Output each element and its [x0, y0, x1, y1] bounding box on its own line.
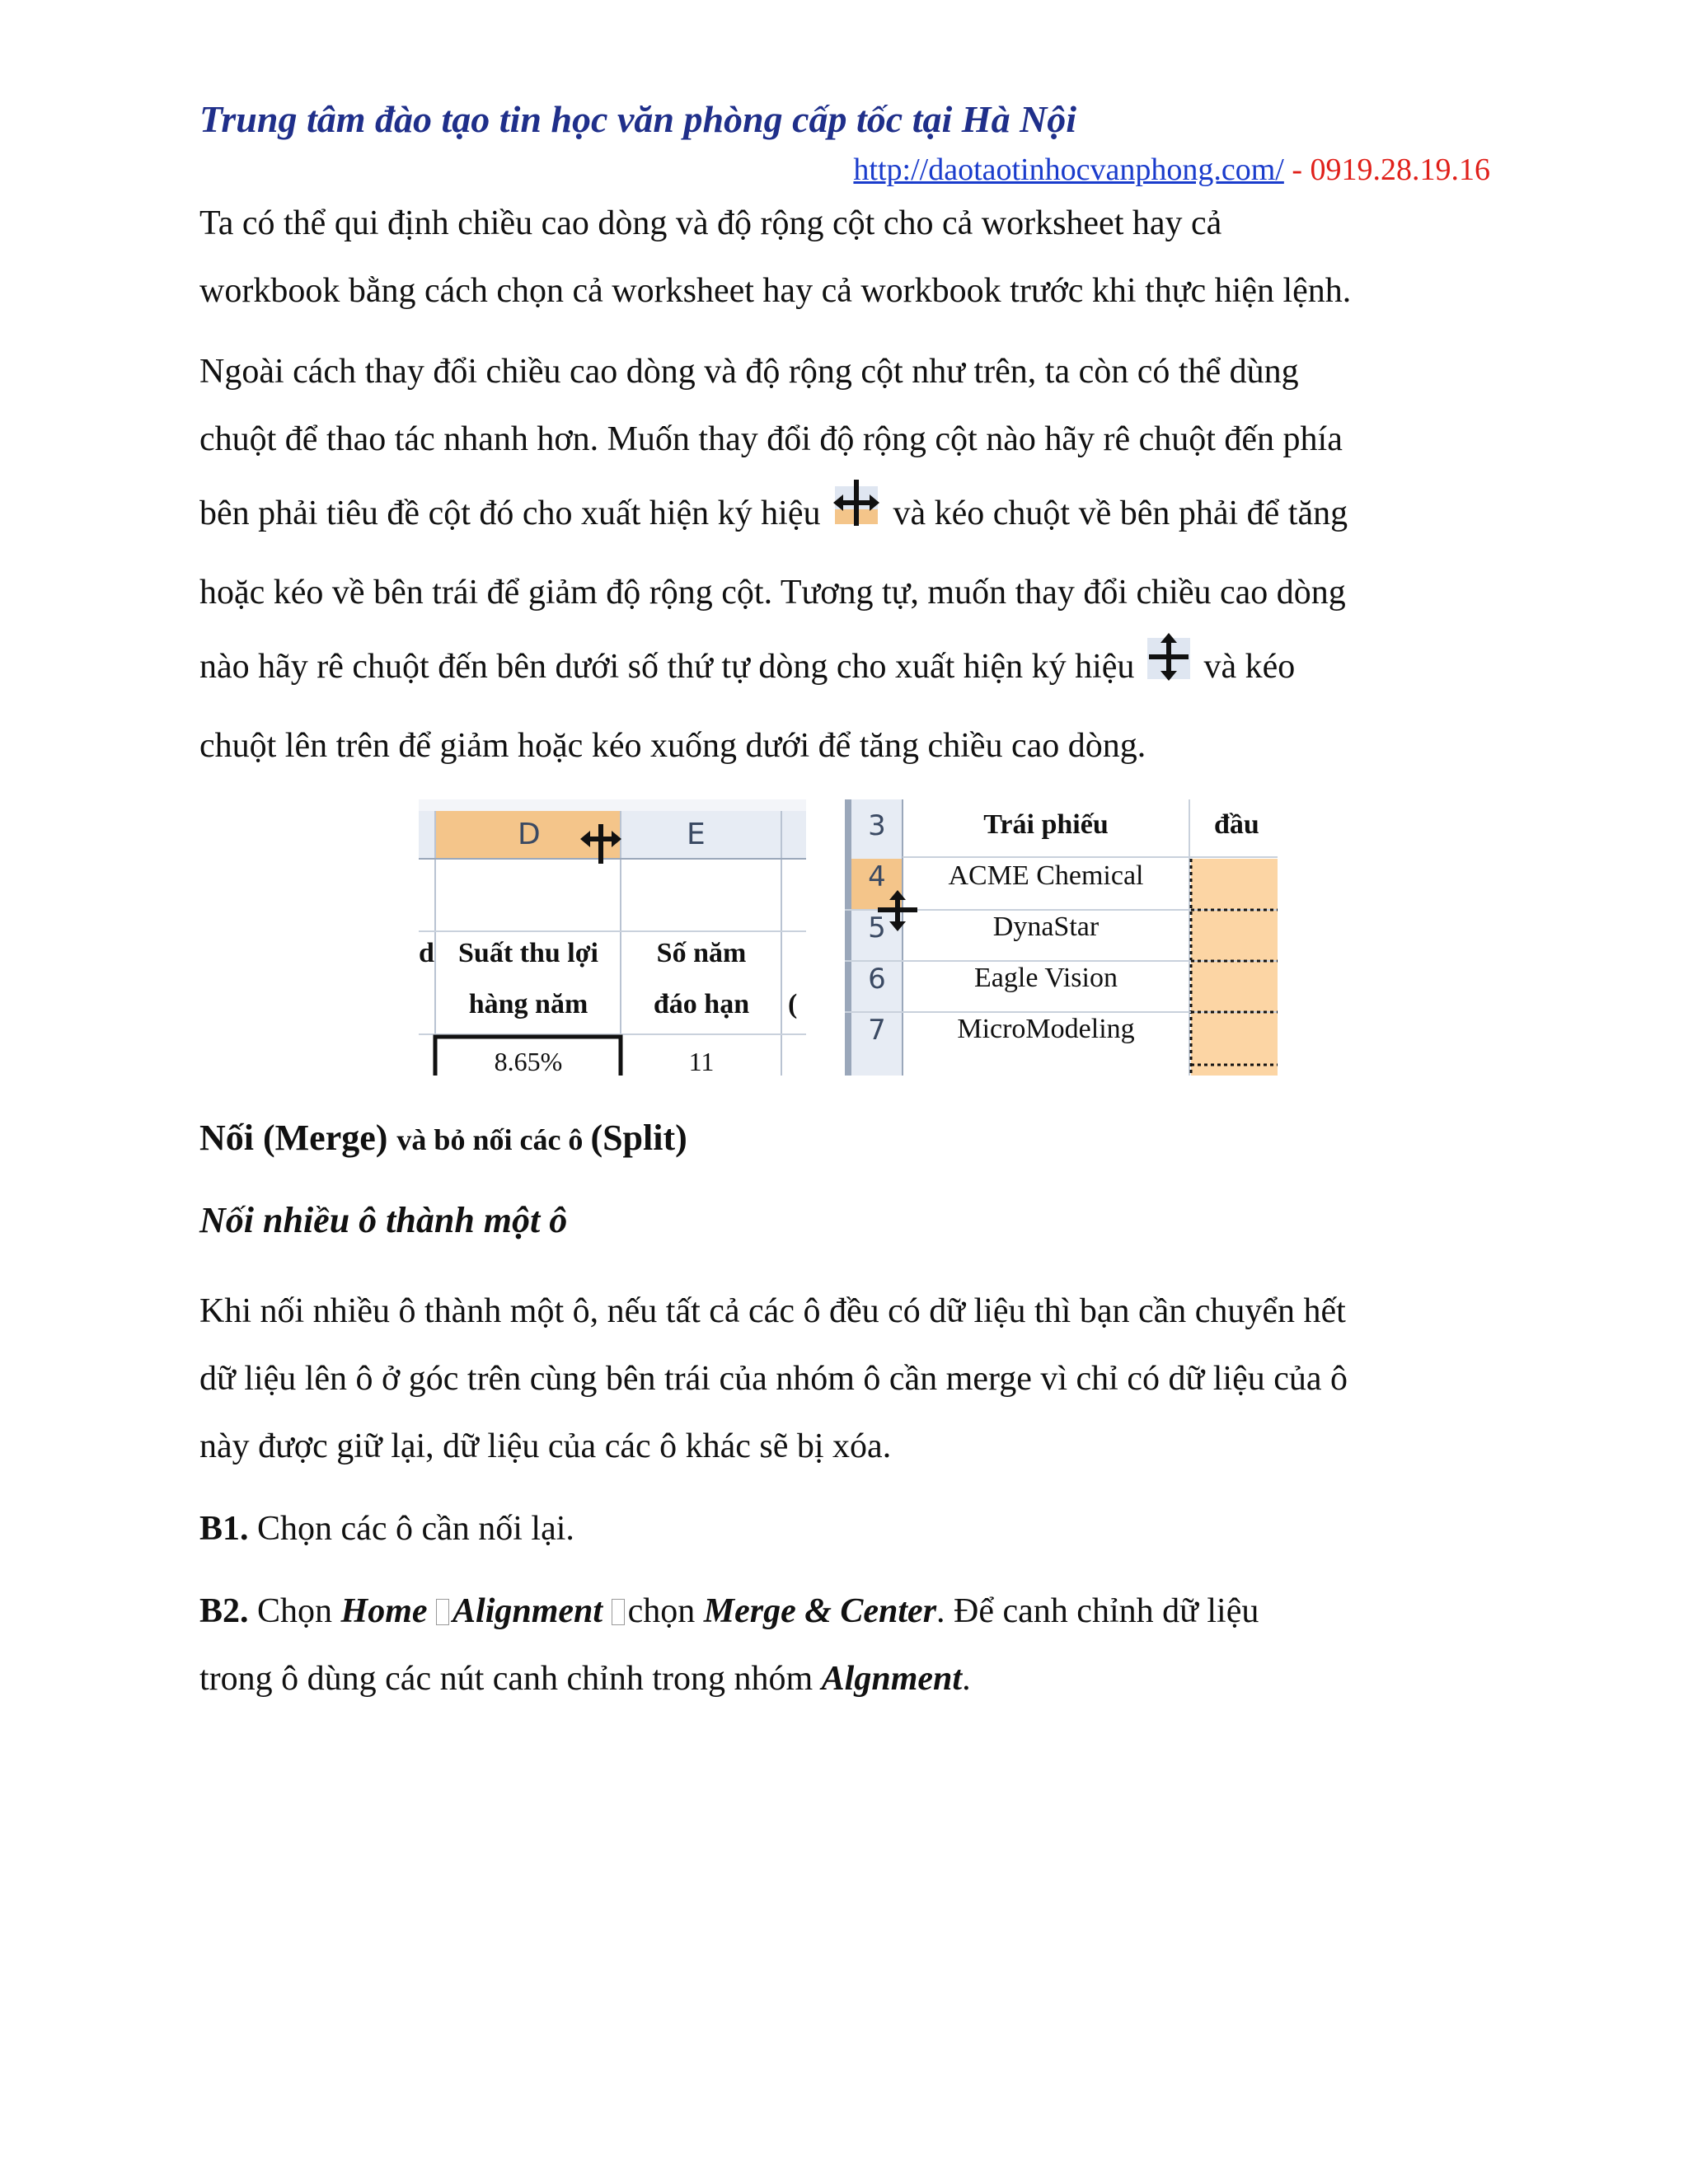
- text-line: chuột lên trên để giảm hoặc kéo xuống dưới để tăng chiều cao dòng.: [199, 727, 1146, 765]
- separator: [603, 1592, 612, 1630]
- cell-bond-name[interactable]: Eagle Vision: [974, 963, 1118, 993]
- cell-d-value[interactable]: 8.65%: [494, 1047, 563, 1076]
- cell-extra: đầu: [1214, 809, 1259, 840]
- step-text: Chọn: [248, 1592, 341, 1630]
- cell-f-fragment: (: [788, 989, 798, 1019]
- text-fragment: và kéo chuột về bên phải để tăng: [893, 494, 1348, 532]
- heading-text: (Split): [590, 1118, 687, 1158]
- cell-e-header-line1: Số năm: [656, 938, 747, 968]
- row-header[interactable]: 3: [868, 809, 886, 842]
- section-heading: [199, 1117, 687, 1159]
- step-text: .: [962, 1660, 971, 1698]
- website-link[interactable]: http://daotaotinhocvanphong.com/: [853, 152, 1284, 187]
- text-fragment: nào hãy rê chuột đến bên dưới số thứ tự dòng cho xuất hiện ký hiệu: [199, 648, 1135, 686]
- cell-d-header-line1: Suất thu lợi: [458, 938, 598, 968]
- step-b2: [199, 1577, 1502, 1713]
- menu-merge-center: Merge & Center: [703, 1592, 937, 1630]
- row-resize-cursor-icon: [1144, 631, 1193, 712]
- text-line: [199, 1577, 1502, 1645]
- arrow-icon: [612, 1599, 625, 1625]
- text-line: này được giữ lại, dữ liệu của các ô khác sẽ bị xóa.: [199, 1427, 892, 1465]
- column-header-d[interactable]: D: [518, 818, 541, 851]
- row-header[interactable]: 7: [868, 1014, 886, 1047]
- header-title: Trung tâm đào tạo tin học văn phòng cấp tốc tại Hà Nội: [199, 98, 1077, 140]
- step-label: B1.: [199, 1510, 249, 1548]
- cell-bond-name[interactable]: Trái phiếu: [983, 809, 1109, 840]
- column-resize-cursor-icon: [830, 478, 883, 559]
- text-line: [199, 626, 1502, 712]
- step-text: chọn: [627, 1592, 704, 1630]
- cell-bond-name[interactable]: DynaStar: [992, 912, 1100, 942]
- menu-alignment: Alignment: [452, 1592, 603, 1630]
- excel-column-resize-example: [419, 799, 806, 1076]
- text-line: hoặc kéo về bên trái để giảm độ rộng cột. Tương tự, muốn thay đổi chiều cao dòng: [199, 574, 1346, 612]
- paragraph-3: [199, 1277, 1502, 1480]
- phone-number: - 0919.28.19.16: [1283, 152, 1490, 187]
- text-line: workbook bằng cách chọn cả worksheet hay cả workbook trước khi thực hiện lệnh.: [199, 272, 1352, 310]
- menu-algnment: Algnment: [821, 1660, 963, 1698]
- text-line: [199, 1645, 1502, 1713]
- excel-row-resize-example: [845, 799, 1278, 1076]
- heading-text: và bỏ nối các ô: [396, 1123, 591, 1156]
- cell-d-header-line2: hàng năm: [468, 989, 588, 1019]
- header-contact: [853, 152, 1490, 188]
- text-line: dữ liệu lên ô ở góc trên cùng bên trái của nhóm ô cần merge vì chỉ có dữ liệu của ô: [199, 1360, 1348, 1398]
- step-text: Chọn các ô cần nối lại.: [248, 1510, 574, 1548]
- text-line: Ngoài cách thay đổi chiều cao dòng và độ rộng cột như trên, ta còn có thể dùng: [199, 353, 1299, 391]
- heading-text: Nối (Merge): [199, 1118, 397, 1158]
- paragraph-2: [199, 338, 1502, 780]
- text-line: [199, 473, 1502, 559]
- column-header-e[interactable]: E: [687, 818, 706, 851]
- cell-e-header-line2: đáo hạn: [653, 989, 750, 1019]
- step-text: trong ô dùng các nút canh chỉnh trong nhóm: [199, 1660, 822, 1698]
- subsection-heading: Nối nhiều ô thành một ô: [199, 1200, 568, 1240]
- cell-c-fragment: d: [419, 938, 434, 968]
- separator: [428, 1592, 437, 1630]
- text-line: [199, 1495, 1502, 1563]
- row-header[interactable]: 5: [868, 912, 886, 944]
- menu-home: Home: [340, 1592, 428, 1630]
- cell-e-value[interactable]: 11: [688, 1047, 715, 1076]
- text-line: Ta có thể qui định chiều cao dòng và độ rộng cột cho cả worksheet hay cả: [199, 204, 1222, 242]
- cell-bond-name[interactable]: ACME Chemical: [948, 860, 1144, 891]
- step-b1: [199, 1495, 1502, 1563]
- step-label: B2.: [199, 1592, 249, 1630]
- text-fragment: bên phải tiêu đề cột đó cho xuất hiện ký hiệu: [199, 494, 821, 532]
- text-fragment: và kéo: [1203, 648, 1296, 686]
- paragraph-1: [199, 190, 1502, 325]
- row-header[interactable]: 6: [868, 963, 886, 996]
- text-line: Khi nối nhiều ô thành một ô, nếu tất cả các ô đều có dữ liệu thì bạn cần chuyển hết: [199, 1292, 1346, 1330]
- step-text: . Để canh chỉnh dữ liệu: [936, 1592, 1259, 1630]
- arrow-icon: [436, 1599, 449, 1625]
- row-header[interactable]: 4: [868, 860, 886, 893]
- cell-bond-name[interactable]: MicroModeling: [957, 1014, 1135, 1044]
- text-line: chuột để thao tác nhanh hơn. Muốn thay đổi độ rộng cột nào hãy rê chuột đến phía: [199, 420, 1343, 458]
